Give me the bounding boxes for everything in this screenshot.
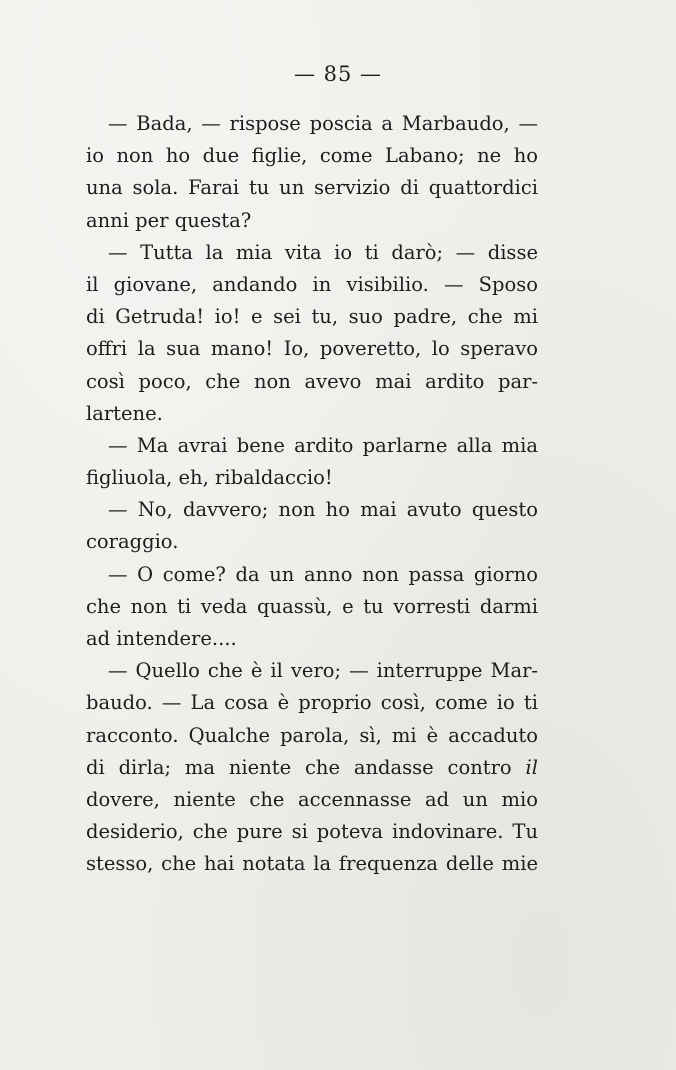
text-line: stesso, che hai notata la frequenza delle mie xyxy=(86,852,538,876)
page-number: — 85 — xyxy=(293,62,383,86)
text-line: coraggio. xyxy=(86,530,179,554)
body-text xyxy=(86,108,538,881)
text-line: anni per questa? xyxy=(86,208,252,232)
text-line: di Getruda! io! e sei tu, suo padre, che mi xyxy=(86,305,538,329)
text-line: — Tutta la mia vita io ti darò; — disse xyxy=(108,240,538,264)
text-line-with-italic xyxy=(86,752,538,784)
text-line: così poco, che non avevo mai ardito par- xyxy=(86,369,538,393)
text-line: racconto. Qualche parola, sì, mi è accaduto xyxy=(86,723,538,747)
text-line: ad intendere.... xyxy=(86,627,237,650)
text-line: io non ho due figlie, come Labano; ne ho xyxy=(86,144,538,168)
text-line: — Quello che è il vero; — interruppe Mar- xyxy=(108,659,538,683)
text-line: — No, davvero; non ho mai avuto questo xyxy=(108,498,538,522)
text-line: — Ma avrai bene ardito parlarne alla mia xyxy=(108,433,538,457)
text-line: baudo. — La cosa è proprio così, come io ti xyxy=(86,691,538,715)
text-line: figliuola, eh, ribaldaccio! xyxy=(86,466,333,490)
text-line: — O come? da un anno non passa giorno xyxy=(108,562,538,586)
text-line: offri la sua mano! Io, poveretto, lo speravo xyxy=(86,337,538,361)
text-line: il giovane, andando in visibilio. — Sposo xyxy=(86,272,538,296)
text-line: desiderio, che pure si poteva indovinare. Tu xyxy=(86,820,538,844)
text-line: che non ti veda quassù, e tu vorresti darmi xyxy=(86,594,538,618)
text-line: dovere, niente che accennasse ad un mio xyxy=(86,787,538,811)
text-line: una sola. Farai tu un servizio di quattordici xyxy=(86,176,538,200)
text-line: lartene. xyxy=(86,401,163,425)
text-line: — Bada, — rispose poscia a Marbaudo, — xyxy=(108,112,538,135)
text-segment: di dirla; ma niente che andasse contro xyxy=(86,755,512,779)
italic-word: il xyxy=(525,755,538,779)
